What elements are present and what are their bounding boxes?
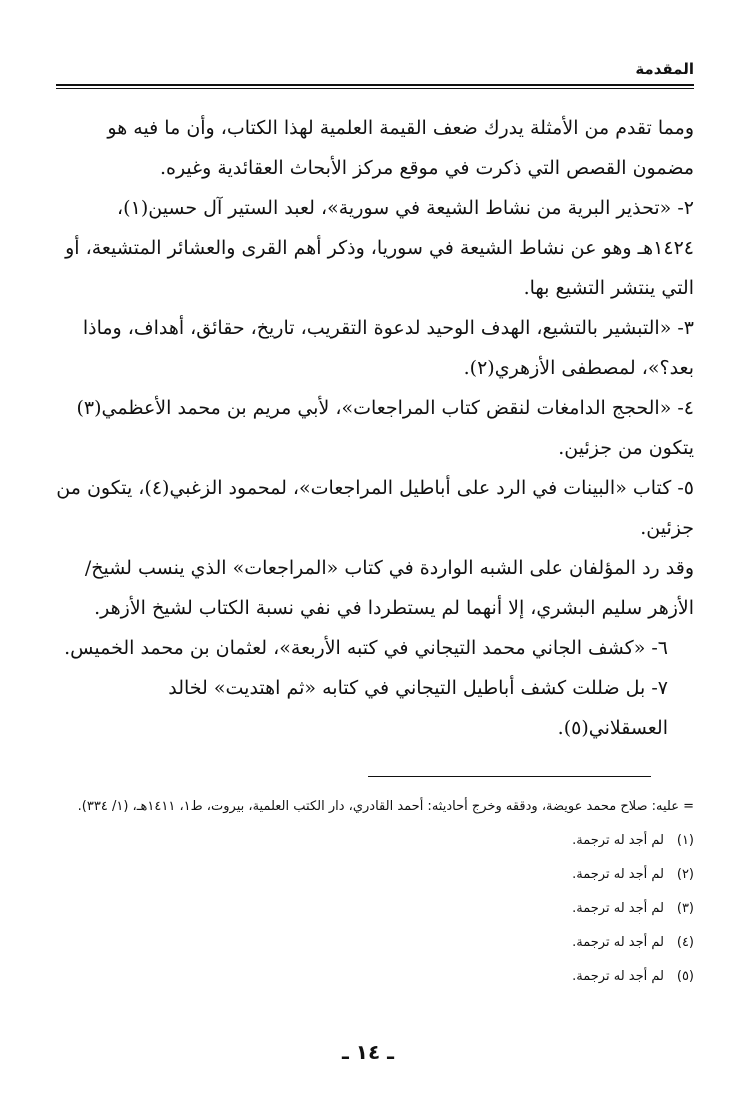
footnote-text: لم أجد له ترجمة. <box>572 935 664 950</box>
paragraph-1: ومما تقدم من الأمثلة يدرك ضعف القيمة العلمية لهذا الكتاب، وأن ما فيه هو مضمون القصص التي ذكرت في موقع مركز الأبحاث العقائدية وغيره. <box>107 117 694 179</box>
footnote-item <box>56 892 694 926</box>
paragraph-5: ٥- كتاب «البينات في الرد على أباطيل المراجعات»، لمحمود الزغبي(٤)، يتكون من جزئين. <box>56 477 694 539</box>
paragraph-2: ٢- «تحذير البرية من نشاط الشيعة في سورية»، لعبد الستير آل حسين(١)، ١٤٢٤هـ وهو عن نشاط الشيعة في سوريا، وذكر أهم القرى والعشائر المتشيعة، أو التي ينتشر التشيع بها. <box>65 197 694 299</box>
paragraph-6: وقد رد المؤلفان على الشبه الواردة في كتاب «المراجعات» الذي ينسب لشيخ/ الأزهر سليم البشري، إلا أنهما لم يستطردا في نفي نسبة الكتاب لشيخ الأزهر. <box>84 557 694 619</box>
footnote-text: لم أجد له ترجمة. <box>572 901 664 916</box>
body-text <box>56 108 694 748</box>
footnote-number: (١) <box>676 833 694 848</box>
paragraph-4: ٤- «الحجج الدامغات لنقض كتاب المراجعات»، لأبي مريم بن محمد الأعظمي(٣) يتكون من جزئين. <box>76 397 694 459</box>
footnote-text: لم أجد له ترجمة. <box>572 833 664 848</box>
footnote-item <box>56 858 694 892</box>
footnote-separator <box>368 776 651 777</box>
header-rule-thick <box>56 84 694 86</box>
footnote-item <box>56 960 694 994</box>
paragraph-7: ٦- «كشف الجاني محمد التيجاني في كتبه الأربعة»، لعثمان بن محمد الخميس. <box>64 637 668 659</box>
footnote-item <box>56 824 694 858</box>
footnotes <box>56 790 694 994</box>
footnote-text: لم أجد له ترجمة. <box>572 969 664 984</box>
footnote-text: لم أجد له ترجمة. <box>572 867 664 882</box>
footnote-number: (٤) <box>676 935 694 950</box>
footnote-number: (٢) <box>676 867 694 882</box>
footnote-number: (٣) <box>676 901 694 916</box>
header-rule-thin <box>56 88 694 89</box>
running-header: المقدمة <box>635 60 694 78</box>
page-number: ـ ١٤ ـ <box>341 1040 395 1064</box>
paragraph-8: ٧- بل ضللت كشف أباطيل التيجاني في كتابه «ثم اهتديت» لخالد العسقلاني(٥). <box>168 677 668 739</box>
footnote-number: (٥) <box>676 969 694 984</box>
paragraph-3: ٣- «التبشير بالتشيع، الهدف الوحيد لدعوة التقريب، تاريخ، حقائق، أهداف، وماذا بعد؟»، لمصطفى الأزهري(٢). <box>82 317 694 379</box>
footnote-item <box>56 926 694 960</box>
footnote-continuation: = عليه: صلاح محمد عويضة، ودققه وخرج أحاديثه: أحمد القادري، دار الكتب العلمية، بيروت، ط١، ١٤١١هـ، (١/ ٣٣٤). <box>77 799 694 814</box>
